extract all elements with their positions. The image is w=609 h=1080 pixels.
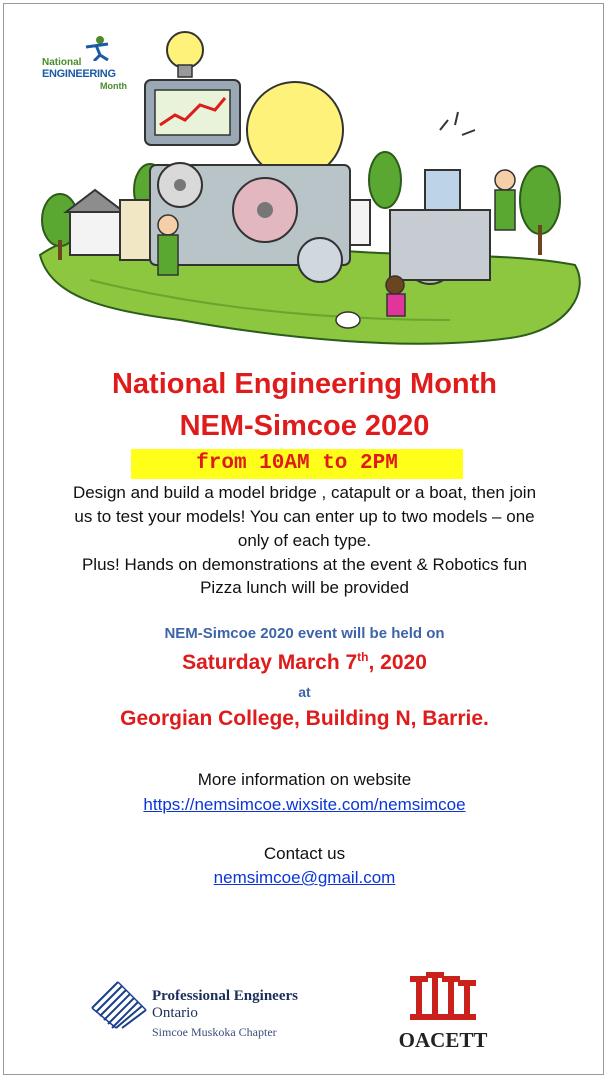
website-link-row	[0, 795, 609, 815]
event-date	[0, 650, 609, 675]
description-line4: Plus! Hands on demonstrations at the event & Robotics fun	[81, 555, 528, 574]
website-link[interactable]: https://nemsimcoe.wixsite.com/nemsimcoe	[143, 795, 466, 814]
email-link[interactable]: nemsimcoe@gmail.com	[213, 868, 396, 887]
description-line3: only of each type.	[237, 531, 372, 550]
description-line2: us to test your models! You can enter up to two models – one	[74, 507, 535, 526]
description-line1: Design and build a model bridge , catapult or a boat, then join	[72, 483, 537, 502]
logo-line1: National	[42, 57, 82, 68]
main-title: National Engineering Month	[111, 368, 498, 400]
oacett-emblem-icon	[408, 968, 478, 1028]
person-icon	[82, 35, 112, 61]
peo-emblem-icon	[88, 978, 150, 1030]
at-text: at	[298, 684, 311, 700]
peo-name-line1: Professional Engineers	[152, 988, 298, 1004]
date-prefix: Saturday March 7	[182, 651, 358, 674]
more-info-text: More information on website	[197, 770, 412, 789]
oacett-name: OACETT	[398, 1028, 488, 1052]
peo-name-line3: Simcoe Muskoka Chapter	[152, 1025, 277, 1039]
sub-title: NEM-Simcoe 2020	[179, 410, 430, 442]
date-superscript: th	[357, 650, 369, 664]
event-venue: Georgian College, Building N, Barrie.	[120, 707, 489, 730]
peo-logo	[88, 968, 328, 1048]
email-link-row	[0, 868, 609, 888]
description-line5: Pizza lunch will be provided	[200, 578, 409, 597]
logo-line3: Month	[100, 81, 127, 91]
date-suffix: , 2020	[368, 651, 427, 674]
held-on-text: NEM-Simcoe 2020 event will be held on	[164, 625, 445, 642]
contact-text: Contact us	[263, 844, 346, 863]
event-time: from 10AM to 2PM	[196, 452, 398, 475]
peo-name-line2: Ontario	[152, 1005, 198, 1021]
nem-logo	[42, 35, 132, 95]
logo-line2: ENGINEERING	[42, 68, 116, 80]
oacett-logo	[393, 968, 493, 1058]
